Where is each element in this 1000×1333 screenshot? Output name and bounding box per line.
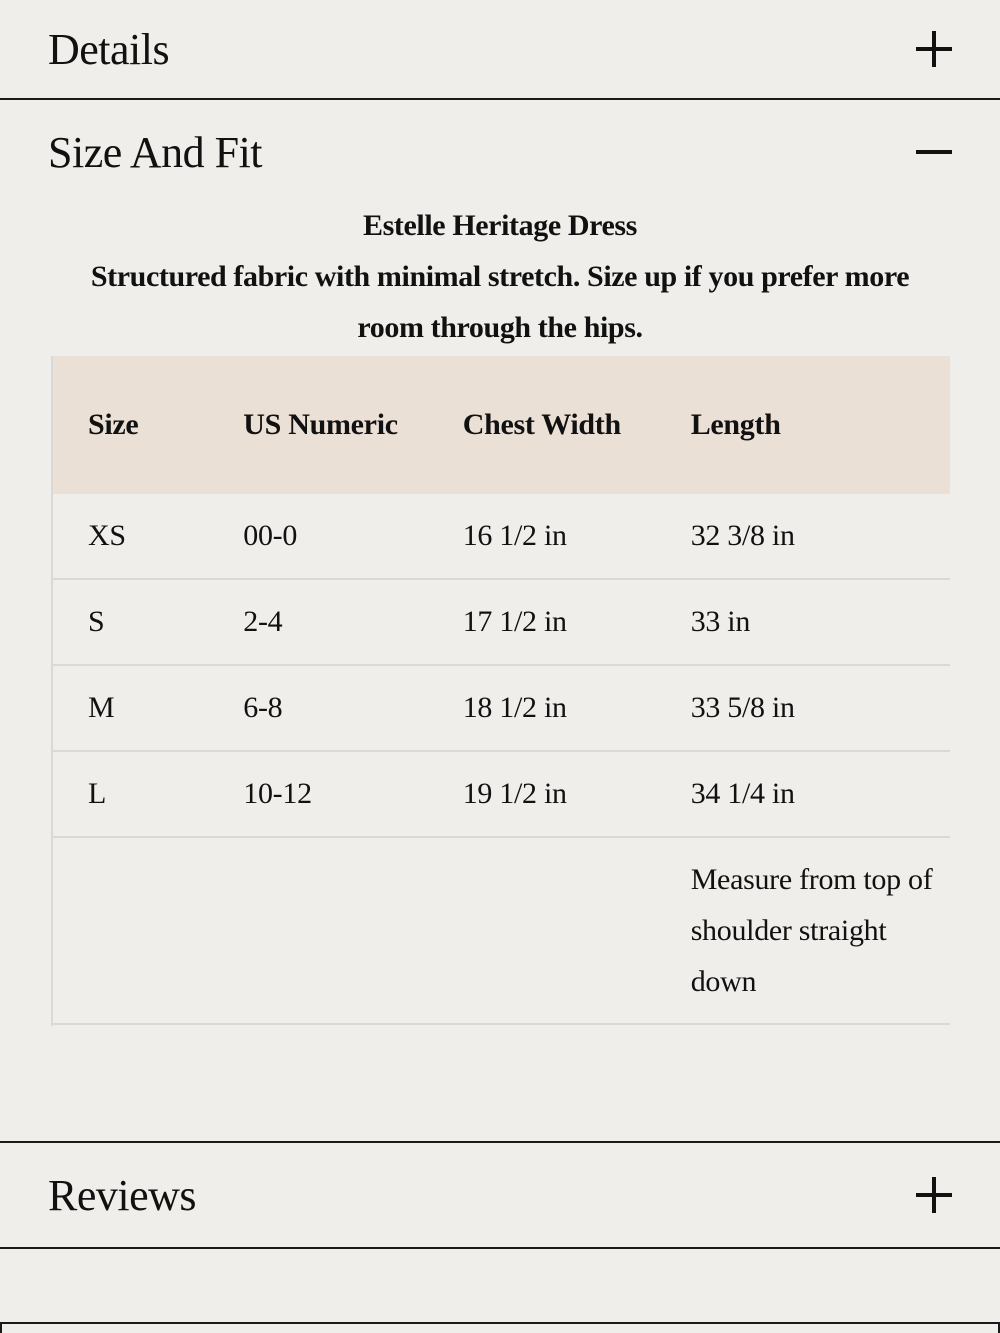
cell-size: XS: [53, 494, 208, 579]
cell-us-numeric: 00-0: [208, 494, 427, 579]
length-measure-note: Measure from top of shoulder straight down: [656, 837, 947, 1024]
cell-size: S: [53, 579, 208, 665]
header-overflow: [947, 356, 950, 494]
plus-icon[interactable]: [916, 31, 952, 67]
cell-overflow: [947, 665, 950, 751]
header-us-numeric: US Numeric: [243, 408, 398, 441]
table-row: [53, 751, 950, 837]
table-row: [53, 494, 950, 579]
cell-chest-width: 16 1/2 in: [428, 494, 656, 579]
accordion-size-fit-header[interactable]: [0, 100, 1000, 204]
accordion-reviews-title: Reviews: [48, 1170, 197, 1220]
size-fit-description: [0, 200, 1000, 353]
cell-us-numeric: 6-8: [208, 665, 427, 751]
fit-note: Structured fabric with minimal stretch. Size up if you prefer more room through the hips.: [90, 260, 910, 344]
table-note-row: [53, 837, 950, 1024]
cell-us-numeric: 10-12: [208, 751, 427, 837]
header-size: Size: [88, 408, 139, 441]
cell-size: L: [53, 751, 208, 837]
table-header-row: [53, 356, 950, 494]
divider: [0, 1247, 1000, 1249]
table-row: [53, 579, 950, 665]
cell-us-numeric: 2-4: [208, 579, 427, 665]
size-chart-table[interactable]: [51, 356, 950, 1026]
table-row: [53, 665, 950, 751]
cell-length: 33 in: [656, 579, 947, 665]
cell-overflow: [947, 579, 950, 665]
accordion-details-header[interactable]: [0, 0, 1000, 98]
product-name: Estelle Heritage Dress: [363, 209, 637, 242]
accordion-details-title: Details: [48, 24, 170, 74]
header-chest-width: Chest Width: [462, 408, 621, 441]
cell-length: 32 3/8 in: [656, 494, 947, 579]
plus-icon[interactable]: [916, 1177, 952, 1213]
cell-overflow: [947, 751, 950, 837]
cell-size: M: [53, 665, 208, 751]
accordion-reviews-header[interactable]: [0, 1143, 1000, 1247]
accordion-size-fit-title: Size And Fit: [48, 127, 263, 177]
cell-length: 33 5/8 in: [656, 665, 947, 751]
cell-overflow: [947, 494, 950, 579]
cell-chest-width: 19 1/2 in: [428, 751, 656, 837]
cell-chest-width: 17 1/2 in: [428, 579, 656, 665]
minus-icon[interactable]: [916, 134, 952, 170]
header-length: Length: [690, 408, 781, 441]
cell-chest-width: 18 1/2 in: [428, 665, 656, 751]
cell-length: 34 1/4 in: [656, 751, 947, 837]
next-section-edge: [0, 1322, 1000, 1333]
